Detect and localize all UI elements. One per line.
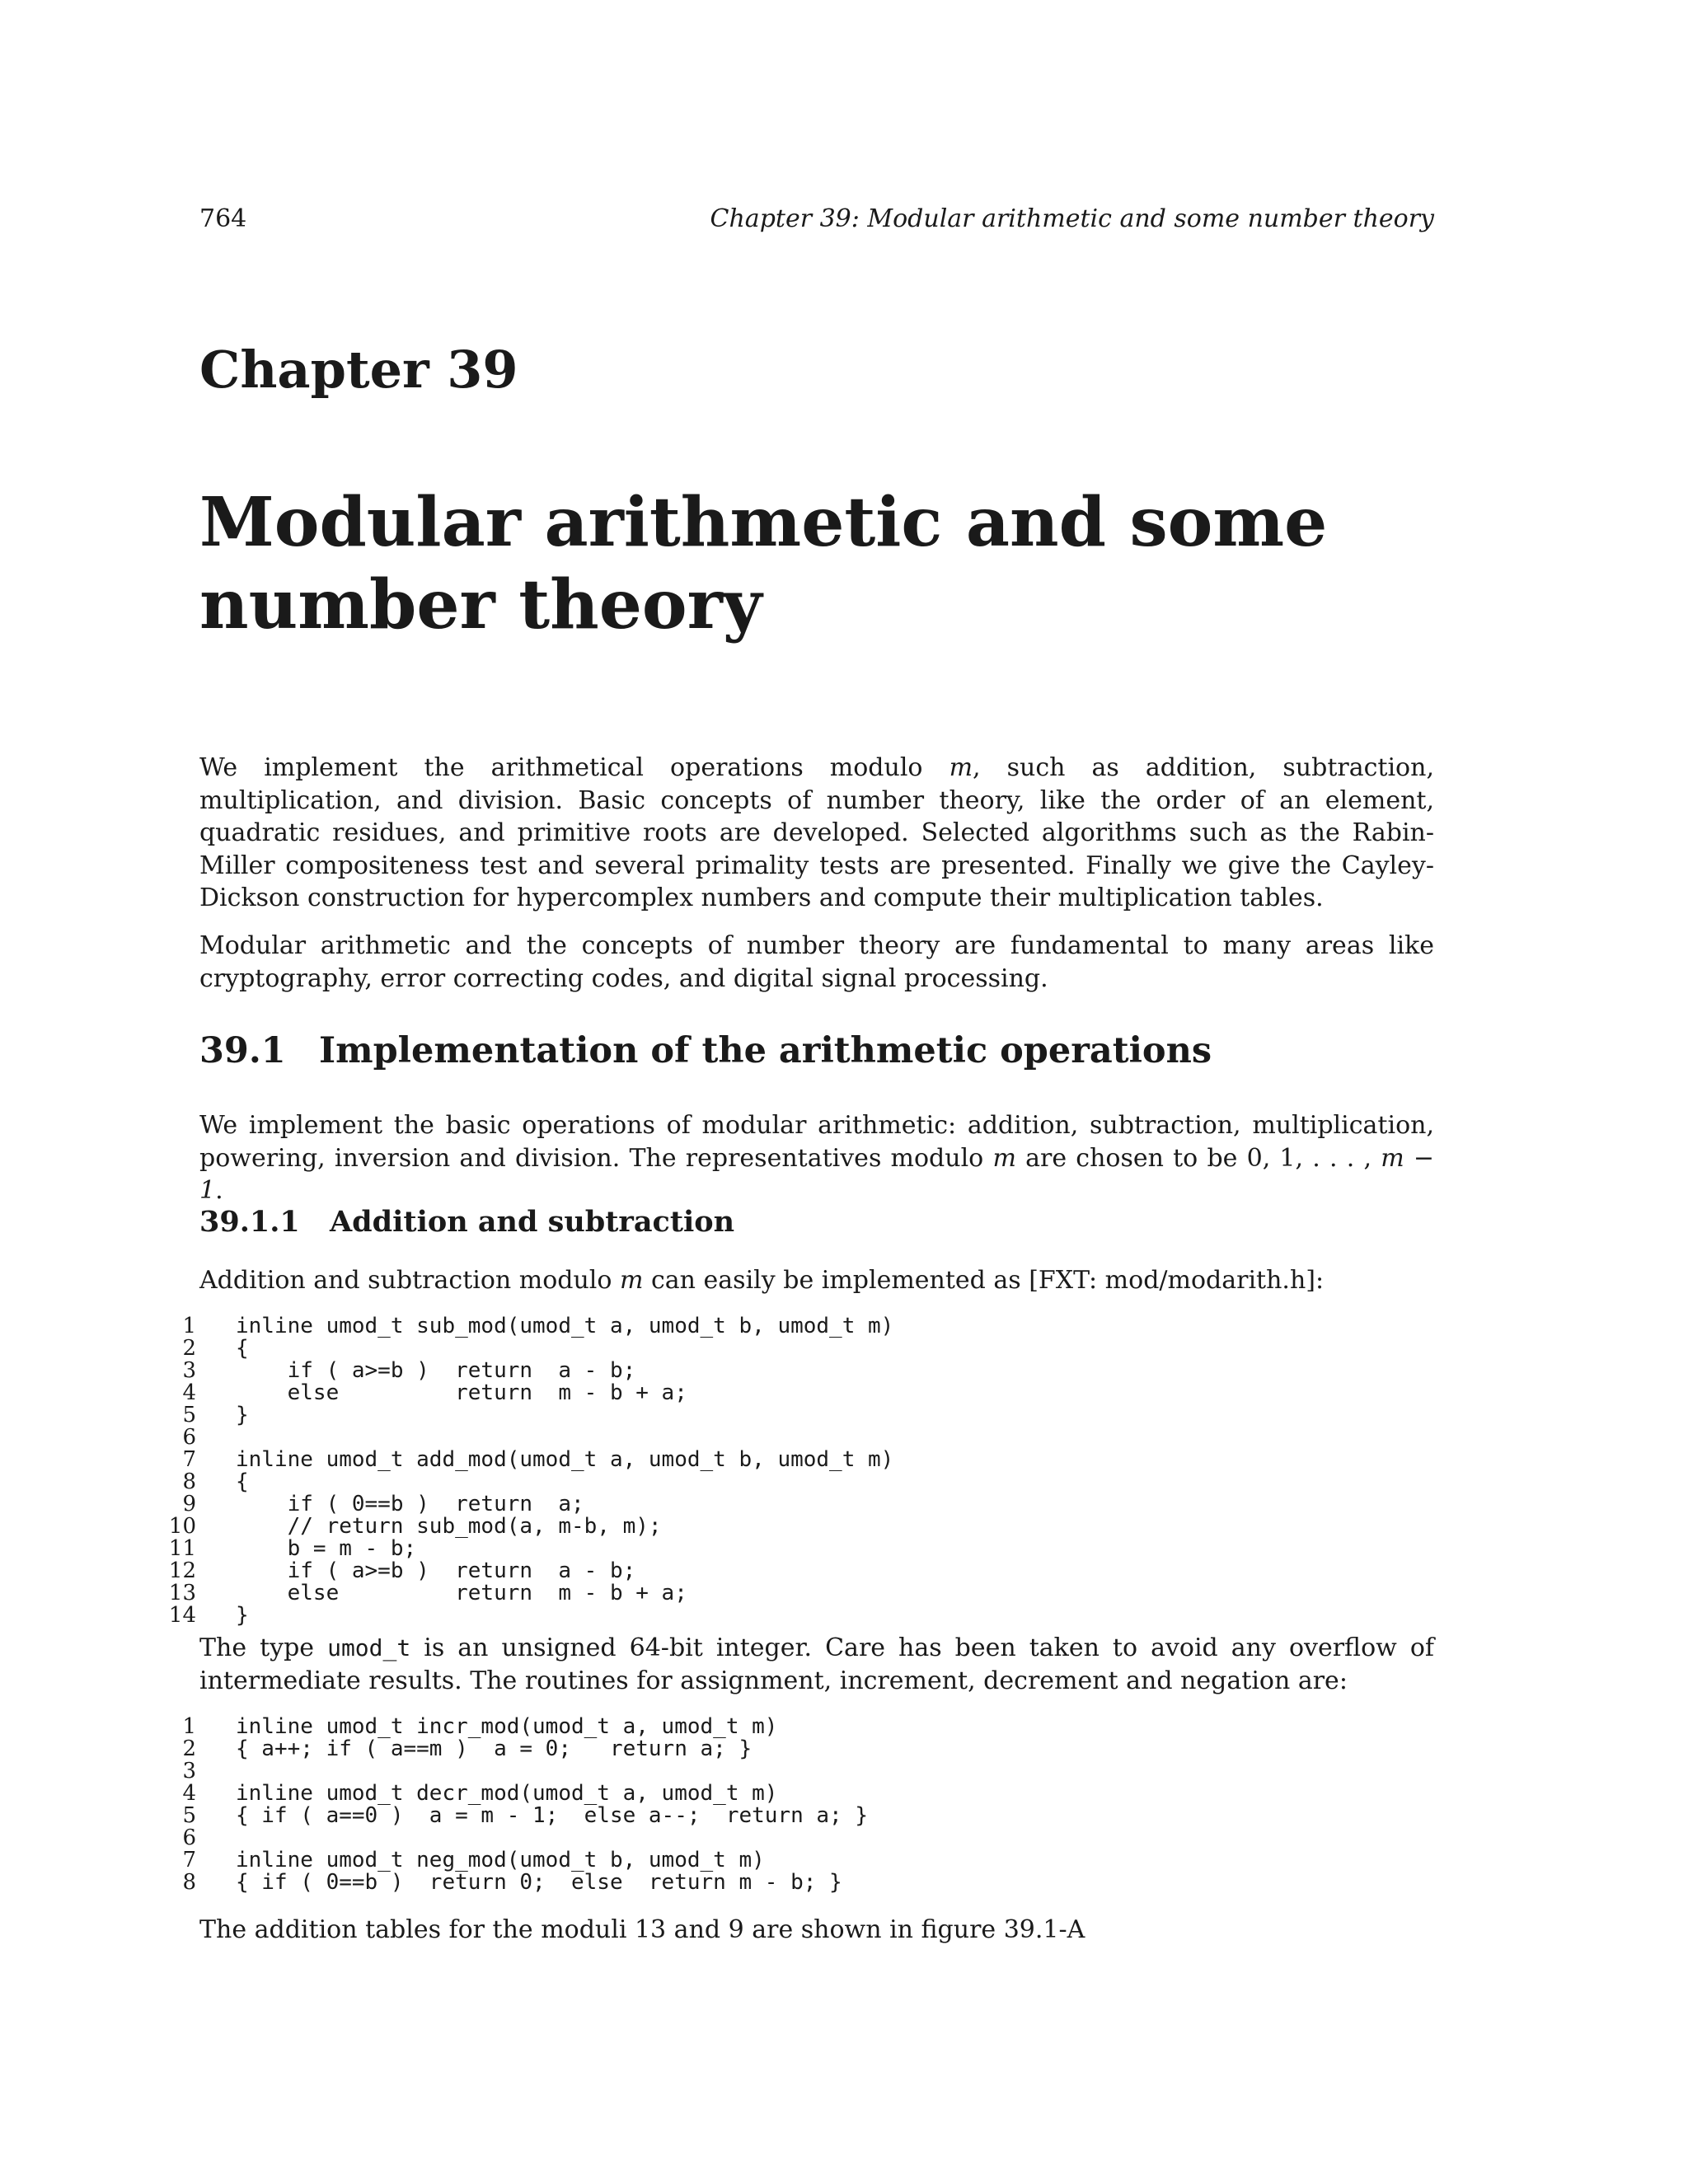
subsection-title: Addition and subtraction [330,1205,735,1239]
code-line [163,1449,893,1471]
intro-paragraph-1: We implement the arithmetical operations modulo m, such as addition, subtraction, multiplication, and division. Basic concepts of number theory, like the order of an element, quadratic residues, and primitive roots are developed. Selected algorithms such as the Rabin-Miller compositeness test and several primality tests are presented. Finally we give the Cayley-Dickson construction for hypercomplex numbers and compute their multiplication tables. [199,753,1434,912]
line-number: 8 [182,1870,196,1895]
chapter-title: Modular arithmetic and some number theory [199,483,1328,644]
line-number: 7 [182,1848,196,1872]
code-line [163,1783,868,1805]
code-listing-2 [163,1716,868,1894]
code-line [163,1404,893,1427]
intro-paragraph-2: Modular arithmetic and the concepts of number theory are fundamental to many areas like cryptography, error correcting codes, and digital signal processing. [199,931,1434,993]
line-number: 5 [182,1803,196,1828]
inline-code: umod_t [327,1634,411,1661]
code-text: } [236,1603,249,1628]
code-line [163,1516,893,1538]
code-text: { [236,1336,249,1361]
code-text: } [236,1403,249,1427]
code-text: inline umod_t add_mod(umod_t a, umod_t b, umod_t m) [236,1447,894,1472]
code-text: { if ( a==0 ) a = m - 1; else a--; return a; } [236,1803,869,1828]
code-line [163,1382,893,1404]
code-text: inline umod_t decr_mod(umod_t a, umod_t m) [236,1781,778,1806]
running-header: Chapter 39: Modular arithmetic and some number theory [710,204,1434,233]
code-line [163,1760,868,1783]
code-line [163,1338,893,1360]
code-listing-1 [163,1315,893,1627]
line-number: 1 [182,1714,196,1739]
code-text: { [236,1469,249,1494]
code-line [163,1538,893,1560]
line-number: 8 [182,1469,196,1494]
code-text: { a++; if ( a==m ) a = 0; return a; } [236,1736,753,1761]
code-text: if ( a>=b ) return a - b; [236,1558,636,1583]
code-text: else return m - b + a; [236,1581,687,1605]
line-number: 3 [182,1759,196,1783]
code-line [163,1315,893,1338]
code-line [163,1605,893,1627]
code-text: if ( 0==b ) return a; [236,1492,584,1516]
subsection-paragraph-2: The type umod_t is an unsigned 64-bit integer. Care has been taken to avoid any overflow of intermediate results. The routines for assignment, increment, decrement and negation are: [199,1633,1434,1695]
line-number: 14 [168,1603,196,1628]
line-number: 4 [182,1781,196,1806]
code-text: else return m - b + a; [236,1380,687,1405]
code-line [163,1805,868,1827]
code-text: // return sub_mod(a, m-b, m); [236,1514,662,1539]
line-number: 4 [182,1380,196,1405]
code-line [163,1493,893,1516]
line-number: 5 [182,1403,196,1427]
line-number: 12 [168,1558,196,1583]
line-number: 10 [168,1514,196,1539]
subsection-paragraph-3: The addition tables for the moduli 13 and 9 are shown in figure 39.1-A [199,1915,1085,1944]
line-number: 2 [182,1336,196,1361]
line-number: 3 [182,1358,196,1383]
section-title: Implementation of the arithmetic operations [319,1030,1212,1071]
code-line [163,1582,893,1605]
subsection-heading [199,1205,734,1239]
code-text: inline umod_t sub_mod(umod_t a, umod_t b, umod_t m) [236,1314,894,1338]
line-number: 13 [168,1581,196,1605]
subsection-paragraph-1: Addition and subtraction modulo m can easily be implemented as [FXT: mod/modarith.h]: [199,1266,1325,1295]
code-line [163,1471,893,1493]
line-number: 9 [182,1492,196,1516]
code-line [163,1849,868,1872]
code-text: b = m - b; [236,1536,417,1561]
line-number: 6 [182,1825,196,1850]
code-text: inline umod_t neg_mod(umod_t b, umod_t m) [236,1848,765,1872]
code-text: if ( a>=b ) return a - b; [236,1358,636,1383]
line-number: 1 [182,1314,196,1338]
code-line [163,1716,868,1738]
chapter-label: Chapter 39 [199,340,518,400]
line-number: 11 [168,1536,196,1561]
code-line [163,1360,893,1382]
section-heading [199,1030,1212,1071]
section-paragraph: We implement the basic operations of modular arithmetic: addition, subtraction, multiplication, powering, inversion and division. The representatives modulo m are chosen to be 0, 1, . . . , m − 1. [199,1111,1435,1205]
section-number: 39.1 [199,1030,286,1071]
line-number: 7 [182,1447,196,1472]
code-line [163,1560,893,1582]
page-number: 764 [199,204,247,233]
code-line [163,1872,868,1894]
code-text: { if ( 0==b ) return 0; else return m - b; } [236,1870,842,1895]
subsection-number: 39.1.1 [199,1205,300,1239]
code-line [163,1427,893,1449]
line-number: 2 [182,1736,196,1761]
code-line [163,1827,868,1849]
line-number: 6 [182,1425,196,1450]
code-line [163,1738,868,1760]
code-text: inline umod_t incr_mod(umod_t a, umod_t m) [236,1714,778,1739]
